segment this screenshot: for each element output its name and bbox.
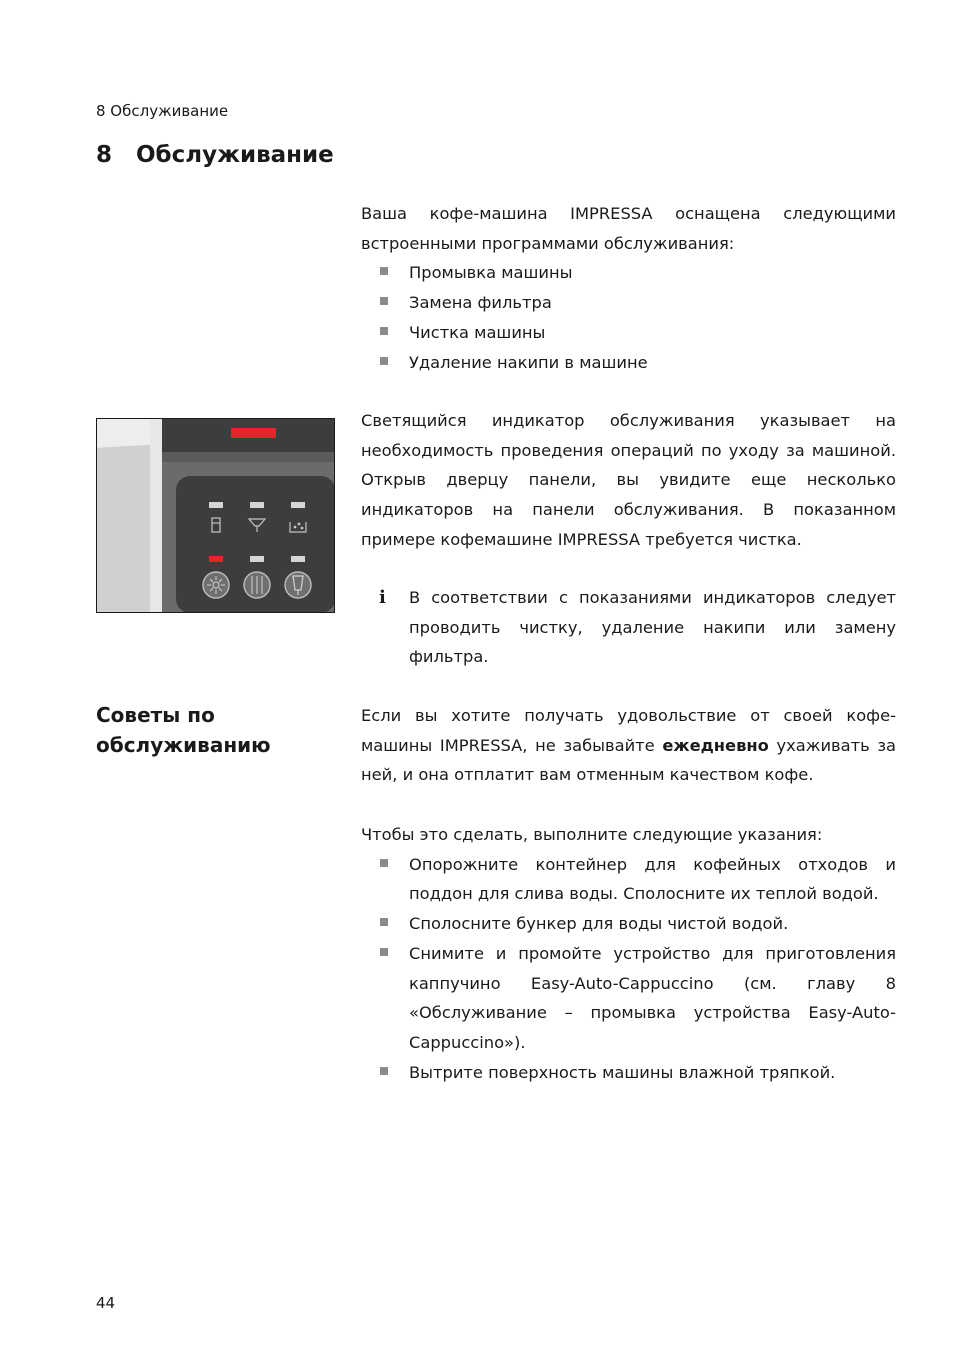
maintenance-panel-illustration [96,418,335,613]
page-number: 44 [96,1294,116,1312]
list-item: Сполосните бункер для воды чистой водой. [361,909,896,939]
cappuccino-button-icon [285,572,311,598]
note-block [361,583,896,672]
intro-section [361,199,896,377]
list-item: Снимите и промойте устройство для приготовления каппучино Easy-Auto-Cappuccino (см. главу 8 «Обслуживание – промывка устройства Easy-Auto-Cappuccino»). [361,939,896,1058]
status-section [361,406,896,555]
tips-text-after: ухаживать за ней, и она отплатит вам отменным качеством кофе. [361,735,896,785]
chapter-title [96,142,334,168]
steps-list [361,850,896,1088]
maintenance-programs-list [361,258,896,377]
list-item: Опорожните контейнер для кофейных отходов и поддон для слива воды. Сполосните их теплой водой. [361,850,896,909]
tips-heading: Советы по обслуживанию [96,703,271,757]
tips-text-before: Если вы хотите получать удовольствие от своей кофе-машины IMPRESSA, не забывайте [361,706,896,755]
intro-text: Ваша кофе-машина IMPRESSA оснащена следующими встроенными программами обслуживания: [361,204,896,253]
tips-section [361,701,896,790]
list-item: Вытрите поверхность машины влажной тряпкой. [361,1058,896,1088]
cleaning-indicator [209,556,223,562]
list-item: Удаление накипи в машине [361,348,896,378]
tips-text-bold: ежедневно [662,735,769,755]
chapter-number: 8 [96,142,113,168]
note-text: В соответствии с показаниями индикаторов следует проводить чистку, удаление накипи или замену фильтра. [409,588,896,667]
main-service-indicator [231,428,276,438]
list-item: Промывка машины [361,258,896,288]
steps-intro: Чтобы это сделать, выполните следующие указания: [361,825,823,844]
status-text: Светящийся индикатор обслуживания указывает на необходимость проведения операций по уходу за машиной. Открыв дверцу панели, вы увидите еще несколько индикаторов на панели обслуживания. В показанном примере кофемашине IMPRESSA требуется чистка. [361,411,896,549]
list-item: Замена фильтра [361,288,896,318]
steps-section [361,820,896,1087]
info-icon: i [379,587,386,608]
running-header: 8 Обслуживание [96,102,229,120]
list-item: Чистка машины [361,318,896,348]
clean-button-icon [203,572,229,598]
chapter-title-text: Обслуживание [136,142,334,168]
rinse-button-icon [244,572,270,598]
tips-text [361,701,896,790]
